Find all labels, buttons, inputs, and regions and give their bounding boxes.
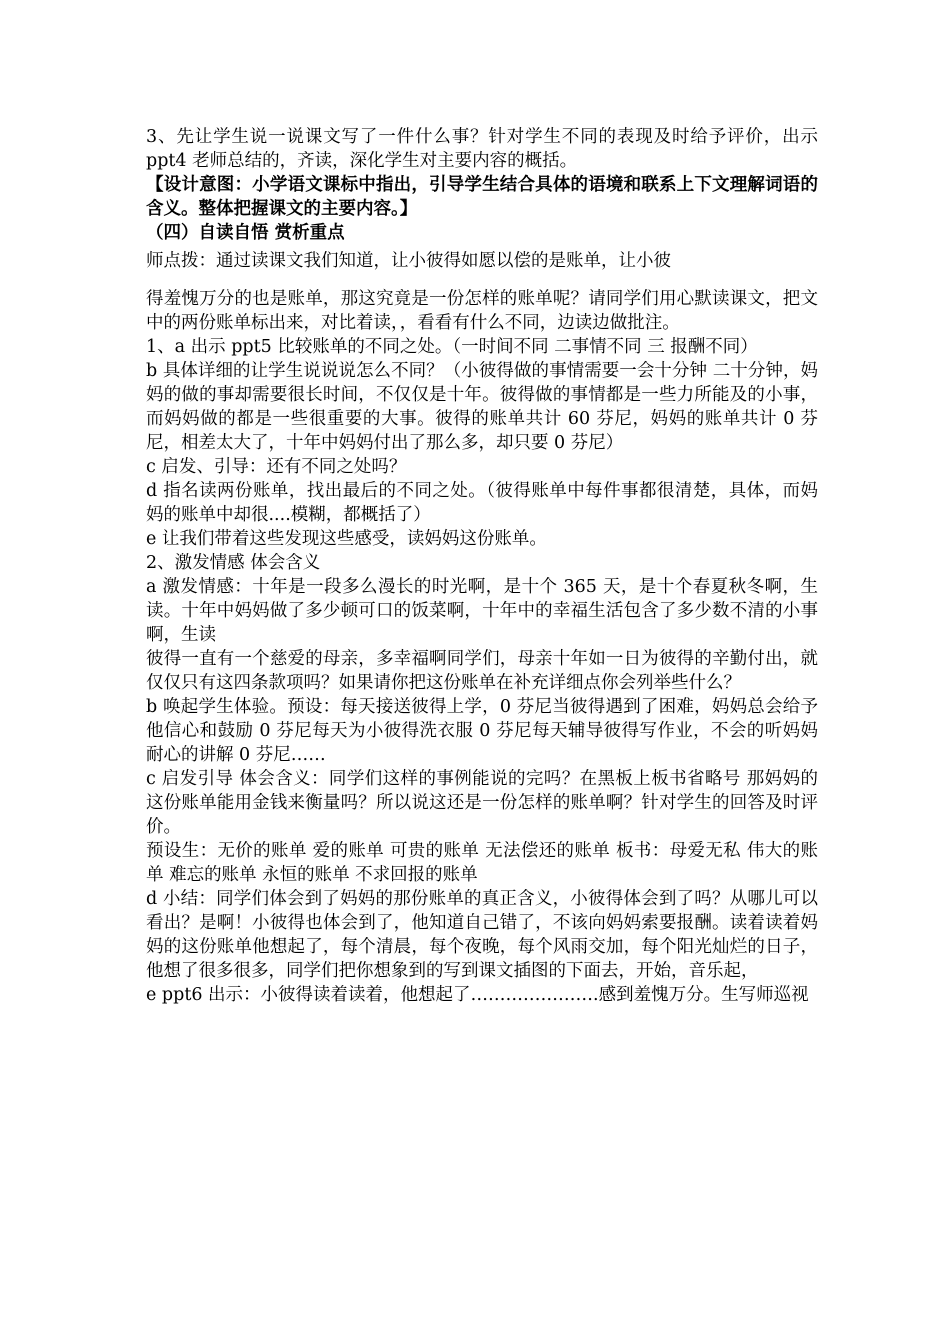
paragraph-1e: e 让我们带着这些发现这些感受，读妈妈这份账单。	[146, 529, 547, 549]
design-intent-note: 【设计意图：小学语文课标中指出，引导学生结合具体的语境和联系上下文理解词语的含义。整体把握课文的主要内容。】	[146, 175, 818, 219]
paragraph-2c: c 启发引导 体会含义：同学们这样的事例能说的完吗？在黑板上板书省略号 那妈妈的这份账单能用金钱来衡量吗？所以说这还是一份怎样的账单啊？针对学生的回答及时评价。	[146, 769, 818, 837]
paragraph-step-2: 2、激发情感 体会含义	[146, 553, 321, 573]
paragraph-1a: 1、a 出示 ppt5 比较账单的不同之处。（一时间不同 二事情不同 三 报酬不同）	[146, 337, 758, 357]
teacher-hint-line-1: 师点拨：通过读课文我们知道，让小彼得如愿以偿的是账单，让小彼	[146, 251, 671, 271]
paragraph-1b: b 具体详细的让学生说说说怎么不同？（小彼得做的事情需要一会十分钟 二十分钟，妈妈的做的事却需要很长时间，不仅仅是十年。彼得做的事情都是一些力所能及的小事，而妈妈做的都是一些很重要的大事。彼得的账单共计 60 芬尼，妈妈的账单共计 0 芬尼，相差太大了，十年中妈妈付出了那么多，却只要 0 芬尼）	[146, 361, 818, 453]
paragraph-2a-continued: 彼得一直有一个慈爱的母亲，多幸福啊同学们，母亲十年如一日为彼得的辛勤付出，就仅仅只有这四条款项吗？如果请你把这份账单在补充详细点你会列举些什么？	[146, 649, 818, 693]
paragraph-preset-answers: 预设生：无价的账单 爱的账单 可贵的账单 无法偿还的账单 板书：母爱无私 伟大的账单 难忘的账单 永恒的账单 不求回报的账单	[146, 841, 818, 885]
paragraph-2b: b 唤起学生体验。预设：每天接送彼得上学，0 芬尼当彼得遇到了困难，妈妈总会给予他信心和鼓励 0 芬尼每天为小彼得洗衣服 0 芬尼每天辅导彼得写作业，不会的听妈妈耐心的讲解 0 芬尼……	[146, 697, 818, 765]
teacher-hint-line-2: 得羞愧万分的也是账单，那这究竟是一份怎样的账单呢？请同学们用心默读课文，把文中的两份账单标出来，对比着读，，看看有什么不同，边读边做批注。	[146, 289, 818, 333]
paragraph-2e: e ppt6 出示：小彼得读着读着，他想起了………………….感到羞愧万分。生写师巡视	[146, 985, 809, 1005]
document-page	[146, 125, 818, 1007]
paragraph-2d: d 小结：同学们体会到了妈妈的那份账单的真正含义，小彼得体会到了吗？从哪儿可以看出？是啊！小彼得也体会到了，他知道自己错了，不该向妈妈索要报酬。读着读着妈妈的这份账单他想起了，每个清晨，每个夜晚，每个风雨交加，每个阳光灿烂的日子，他想了很多很多，同学们把你想象到的写到课文插图的下面去，开始，音乐起，	[146, 889, 818, 981]
paragraph-2a: a 激发情感：十年是一段多么漫长的时光啊，是十个 365 天，是十个春夏秋冬啊，生读。十年中妈妈做了多少顿可口的饭菜啊，十年中的幸福生活包含了多少数不清的小事啊，生读	[146, 577, 818, 645]
paragraph-1c: c 启发、引导：还有不同之处吗？	[146, 457, 407, 477]
paragraph-step-3: 3、先让学生说一说课文写了一件什么事？针对学生不同的表现及时给予评价，出示 ppt4 老师总结的，齐读，深化学生对主要内容的概括。	[146, 127, 818, 171]
paragraph-1d: d 指名读两份账单，找出最后的不同之处。（彼得账单中每件事都很清楚，具体，而妈妈的账单中却很....模糊，都概括了）	[146, 481, 818, 525]
section-heading-4: （四）自读自悟 赏析重点	[146, 223, 345, 243]
